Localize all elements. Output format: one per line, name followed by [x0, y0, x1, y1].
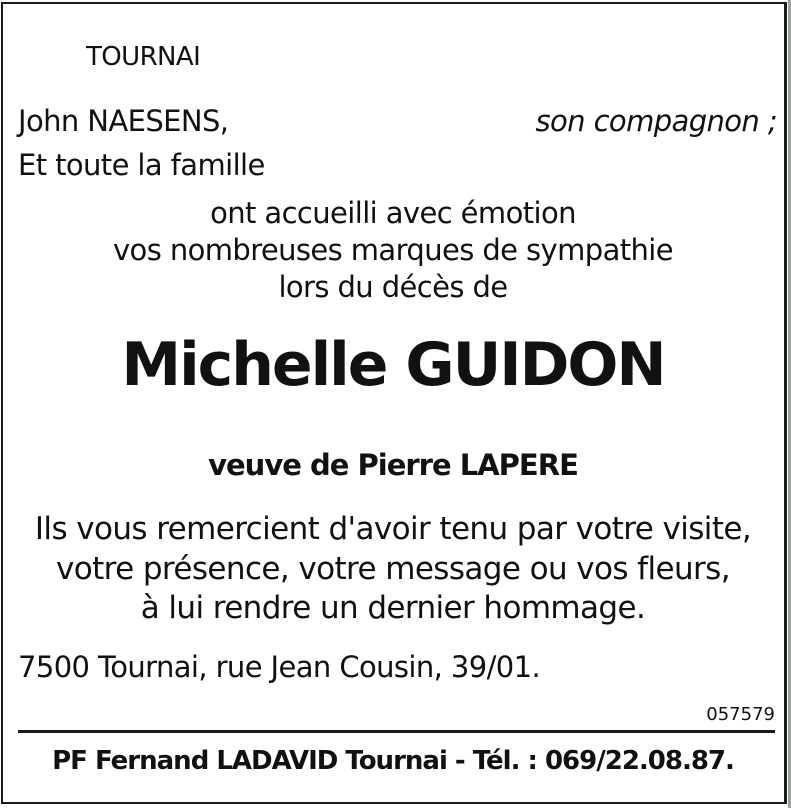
reference-number: 057579	[706, 704, 775, 725]
sender-name: John NAESENS,	[18, 104, 229, 138]
intro-line: vos nombreuses marques de sympathie	[112, 233, 673, 267]
address-line: 7500 Tournai, rue Jean Cousin, 39/01.	[18, 650, 541, 684]
intro-line: ont accueilli avec émotion	[210, 196, 576, 230]
footer-divider	[18, 730, 775, 733]
widow-of-line: veuve de Pierre LAPERE	[208, 448, 578, 482]
city-heading: TOURNAI	[86, 42, 201, 72]
thanks-line: Ils vous remercient d'avoir tenu par votre visite,	[34, 511, 752, 547]
intro-line: lors du décès de	[278, 270, 508, 304]
thanks-line: à lui rendre un dernier hommage.	[140, 590, 646, 626]
funeral-home-footer: PF Fernand LADAVID Tournai - Tél. : 069/22.08.87.	[52, 746, 734, 776]
family-line: Et toute la famille	[18, 148, 265, 182]
deceased-name: Michelle GUIDON	[121, 330, 665, 400]
thanks-line: votre présence, votre message ou vos fleurs,	[56, 551, 730, 587]
sender-relation: son compagnon ;	[535, 104, 777, 138]
